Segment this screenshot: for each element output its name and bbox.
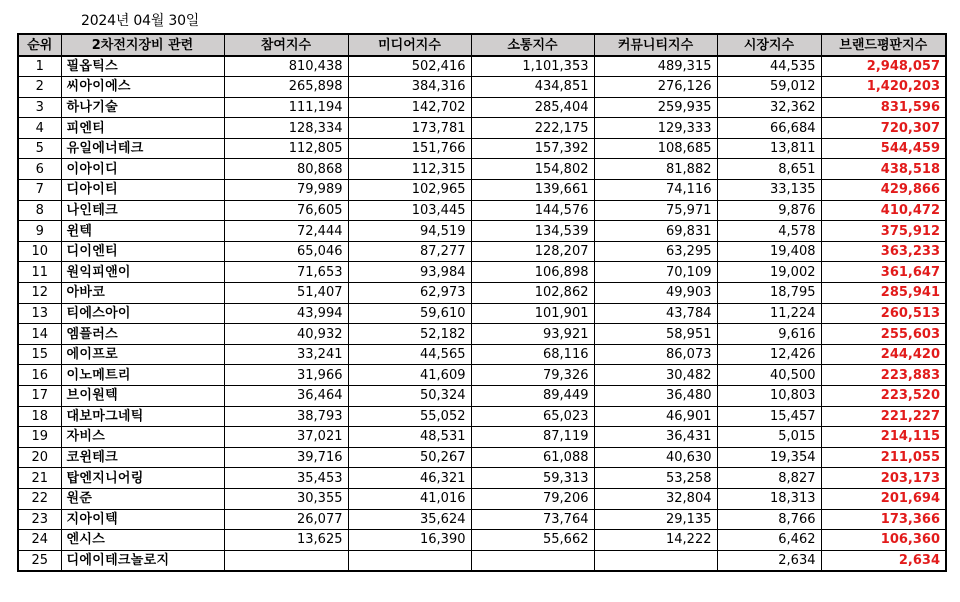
rank-cell: 17 <box>18 386 61 407</box>
media-index-cell: 94,519 <box>348 221 471 242</box>
participation-index-cell: 111,194 <box>224 97 348 118</box>
communication-index-cell: 89,449 <box>471 386 594 407</box>
rank-cell: 4 <box>18 118 61 139</box>
participation-index-cell: 36,464 <box>224 386 348 407</box>
community-index-cell: 30,482 <box>594 365 717 386</box>
media-index-cell: 16,390 <box>348 530 471 551</box>
media-index-cell: 173,781 <box>348 118 471 139</box>
participation-index-cell: 40,932 <box>224 324 348 345</box>
company-name-cell: 하나기술 <box>61 97 224 118</box>
market-index-cell: 11,224 <box>717 303 821 324</box>
community-index-cell: 69,831 <box>594 221 717 242</box>
communication-index-cell: 434,851 <box>471 77 594 98</box>
table-row <box>18 386 946 407</box>
company-name-cell: 에이프로 <box>61 344 224 365</box>
table-row <box>18 180 946 201</box>
media-index-cell: 50,267 <box>348 447 471 468</box>
media-index-cell: 59,610 <box>348 303 471 324</box>
brand-reputation-index-cell: 255,603 <box>821 324 946 345</box>
brand-reputation-index-cell: 831,596 <box>821 97 946 118</box>
header-media-index: 미디어지수 <box>348 34 471 56</box>
company-name-cell: 엔시스 <box>61 530 224 551</box>
media-index-cell: 62,973 <box>348 283 471 304</box>
market-index-cell: 44,535 <box>717 56 821 77</box>
market-index-cell: 8,651 <box>717 159 821 180</box>
communication-index-cell: 128,207 <box>471 241 594 262</box>
brand-reputation-index-cell: 363,233 <box>821 241 946 262</box>
rank-cell: 9 <box>18 221 61 242</box>
table-row <box>18 324 946 345</box>
market-index-cell: 19,002 <box>717 262 821 283</box>
header-participation-index: 참여지수 <box>224 34 348 56</box>
company-name-cell: 브이원텍 <box>61 386 224 407</box>
brand-reputation-index-cell: 214,115 <box>821 427 946 448</box>
rank-cell: 7 <box>18 180 61 201</box>
table-row <box>18 550 946 571</box>
rank-cell: 12 <box>18 283 61 304</box>
community-index-cell: 75,971 <box>594 200 717 221</box>
header-community-index: 커뮤니티지수 <box>594 34 717 56</box>
rank-cell: 18 <box>18 406 61 427</box>
rank-cell: 22 <box>18 488 61 509</box>
table-row <box>18 283 946 304</box>
communication-index-cell: 73,764 <box>471 509 594 530</box>
communication-index-cell: 134,539 <box>471 221 594 242</box>
brand-reputation-index-cell: 223,883 <box>821 365 946 386</box>
community-index-cell: 36,431 <box>594 427 717 448</box>
communication-index-cell: 59,313 <box>471 468 594 489</box>
table-row <box>18 530 946 551</box>
company-name-cell: 대보마그네틱 <box>61 406 224 427</box>
company-name-cell: 유일에너테크 <box>61 138 224 159</box>
market-index-cell: 18,795 <box>717 283 821 304</box>
company-name-cell: 필옵틱스 <box>61 56 224 77</box>
rank-cell: 23 <box>18 509 61 530</box>
table-row <box>18 427 946 448</box>
table-row <box>18 138 946 159</box>
table-row <box>18 468 946 489</box>
market-index-cell: 6,462 <box>717 530 821 551</box>
table-row <box>18 406 946 427</box>
media-index-cell: 102,965 <box>348 180 471 201</box>
media-index-cell: 35,624 <box>348 509 471 530</box>
community-index-cell <box>594 550 717 571</box>
community-index-cell: 32,804 <box>594 488 717 509</box>
participation-index-cell: 43,994 <box>224 303 348 324</box>
communication-index-cell: 87,119 <box>471 427 594 448</box>
communication-index-cell: 144,576 <box>471 200 594 221</box>
communication-index-cell: 106,898 <box>471 262 594 283</box>
community-index-cell: 43,784 <box>594 303 717 324</box>
rank-cell: 24 <box>18 530 61 551</box>
media-index-cell: 48,531 <box>348 427 471 448</box>
community-index-cell: 29,135 <box>594 509 717 530</box>
company-name-cell: 디아이티 <box>61 180 224 201</box>
rank-cell: 6 <box>18 159 61 180</box>
participation-index-cell: 33,241 <box>224 344 348 365</box>
table-row <box>18 200 946 221</box>
communication-index-cell <box>471 550 594 571</box>
market-index-cell: 59,012 <box>717 77 821 98</box>
market-index-cell: 13,811 <box>717 138 821 159</box>
brand-reputation-index-cell: 1,420,203 <box>821 77 946 98</box>
market-index-cell: 9,616 <box>717 324 821 345</box>
communication-index-cell: 79,206 <box>471 488 594 509</box>
company-name-cell: 씨아이에스 <box>61 77 224 98</box>
market-index-cell: 32,362 <box>717 97 821 118</box>
rank-cell: 15 <box>18 344 61 365</box>
community-index-cell: 74,116 <box>594 180 717 201</box>
media-index-cell: 151,766 <box>348 138 471 159</box>
communication-index-cell: 1,101,353 <box>471 56 594 77</box>
brand-reputation-index-cell: 720,307 <box>821 118 946 139</box>
media-index-cell: 142,702 <box>348 97 471 118</box>
media-index-cell: 52,182 <box>348 324 471 345</box>
participation-index-cell: 76,605 <box>224 200 348 221</box>
communication-index-cell: 154,802 <box>471 159 594 180</box>
brand-reputation-index-cell: 203,173 <box>821 468 946 489</box>
community-index-cell: 46,901 <box>594 406 717 427</box>
rank-cell: 8 <box>18 200 61 221</box>
participation-index-cell: 128,334 <box>224 118 348 139</box>
media-index-cell: 112,315 <box>348 159 471 180</box>
brand-reputation-index-cell: 260,513 <box>821 303 946 324</box>
rank-cell: 16 <box>18 365 61 386</box>
rank-cell: 3 <box>18 97 61 118</box>
participation-index-cell: 13,625 <box>224 530 348 551</box>
market-index-cell: 12,426 <box>717 344 821 365</box>
participation-index-cell <box>224 550 348 571</box>
media-index-cell: 87,277 <box>348 241 471 262</box>
rank-cell: 20 <box>18 447 61 468</box>
participation-index-cell: 35,453 <box>224 468 348 489</box>
community-index-cell: 14,222 <box>594 530 717 551</box>
market-index-cell: 2,634 <box>717 550 821 571</box>
communication-index-cell: 101,901 <box>471 303 594 324</box>
header-brand-reputation-index: 브랜드평판지수 <box>821 34 946 56</box>
market-index-cell: 4,578 <box>717 221 821 242</box>
company-name-cell: 아바코 <box>61 283 224 304</box>
media-index-cell: 46,321 <box>348 468 471 489</box>
rank-cell: 10 <box>18 241 61 262</box>
community-index-cell: 489,315 <box>594 56 717 77</box>
community-index-cell: 53,258 <box>594 468 717 489</box>
header-market-index: 시장지수 <box>717 34 821 56</box>
company-name-cell: 디에이테크놀로지 <box>61 550 224 571</box>
brand-reputation-index-cell: 544,459 <box>821 138 946 159</box>
company-name-cell: 원익피앤이 <box>61 262 224 283</box>
company-name-cell: 윈텍 <box>61 221 224 242</box>
participation-index-cell: 265,898 <box>224 77 348 98</box>
market-index-cell: 19,408 <box>717 241 821 262</box>
media-index-cell: 384,316 <box>348 77 471 98</box>
brand-reputation-index-cell: 361,647 <box>821 262 946 283</box>
participation-index-cell: 38,793 <box>224 406 348 427</box>
header-company: 2차전지장비 관련 <box>61 34 224 56</box>
communication-index-cell: 285,404 <box>471 97 594 118</box>
market-index-cell: 5,015 <box>717 427 821 448</box>
brand-reputation-index-cell: 410,472 <box>821 200 946 221</box>
table-row <box>18 488 946 509</box>
participation-index-cell: 71,653 <box>224 262 348 283</box>
market-index-cell: 8,766 <box>717 509 821 530</box>
media-index-cell: 55,052 <box>348 406 471 427</box>
rank-cell: 25 <box>18 550 61 571</box>
participation-index-cell: 65,046 <box>224 241 348 262</box>
community-index-cell: 58,951 <box>594 324 717 345</box>
community-index-cell: 40,630 <box>594 447 717 468</box>
company-name-cell: 이노메트리 <box>61 365 224 386</box>
community-index-cell: 36,480 <box>594 386 717 407</box>
market-index-cell: 9,876 <box>717 200 821 221</box>
media-index-cell: 41,016 <box>348 488 471 509</box>
participation-index-cell: 37,021 <box>224 427 348 448</box>
market-index-cell: 19,354 <box>717 447 821 468</box>
community-index-cell: 129,333 <box>594 118 717 139</box>
participation-index-cell: 26,077 <box>224 509 348 530</box>
participation-index-cell: 39,716 <box>224 447 348 468</box>
company-name-cell: 자비스 <box>61 427 224 448</box>
brand-reputation-table <box>17 33 947 572</box>
brand-reputation-index-cell: 211,055 <box>821 447 946 468</box>
communication-index-cell: 222,175 <box>471 118 594 139</box>
brand-reputation-index-cell: 173,366 <box>821 509 946 530</box>
communication-index-cell: 65,023 <box>471 406 594 427</box>
rank-cell: 5 <box>18 138 61 159</box>
market-index-cell: 33,135 <box>717 180 821 201</box>
rank-cell: 11 <box>18 262 61 283</box>
brand-reputation-index-cell: 221,227 <box>821 406 946 427</box>
media-index-cell: 50,324 <box>348 386 471 407</box>
company-name-cell: 나인테크 <box>61 200 224 221</box>
header-communication-index: 소통지수 <box>471 34 594 56</box>
table-row <box>18 97 946 118</box>
communication-index-cell: 139,661 <box>471 180 594 201</box>
brand-reputation-index-cell: 2,634 <box>821 550 946 571</box>
rank-cell: 1 <box>18 56 61 77</box>
company-name-cell: 이아이디 <box>61 159 224 180</box>
table-row <box>18 447 946 468</box>
community-index-cell: 108,685 <box>594 138 717 159</box>
table-row <box>18 77 946 98</box>
rank-cell: 2 <box>18 77 61 98</box>
participation-index-cell: 112,805 <box>224 138 348 159</box>
rank-cell: 19 <box>18 427 61 448</box>
community-index-cell: 63,295 <box>594 241 717 262</box>
company-name-cell: 탑엔지니어링 <box>61 468 224 489</box>
brand-reputation-index-cell: 2,948,057 <box>821 56 946 77</box>
participation-index-cell: 72,444 <box>224 221 348 242</box>
participation-index-cell: 51,407 <box>224 283 348 304</box>
brand-reputation-index-cell: 223,520 <box>821 386 946 407</box>
table-row <box>18 56 946 77</box>
brand-reputation-index-cell: 106,360 <box>821 530 946 551</box>
market-index-cell: 8,827 <box>717 468 821 489</box>
company-name-cell: 코윈테크 <box>61 447 224 468</box>
community-index-cell: 70,109 <box>594 262 717 283</box>
table-row <box>18 159 946 180</box>
rank-cell: 13 <box>18 303 61 324</box>
communication-index-cell: 157,392 <box>471 138 594 159</box>
communication-index-cell: 55,662 <box>471 530 594 551</box>
market-index-cell: 40,500 <box>717 365 821 386</box>
brand-reputation-index-cell: 244,420 <box>821 344 946 365</box>
community-index-cell: 259,935 <box>594 97 717 118</box>
table-row <box>18 118 946 139</box>
table-row <box>18 509 946 530</box>
rank-cell: 21 <box>18 468 61 489</box>
communication-index-cell: 93,921 <box>471 324 594 345</box>
communication-index-cell: 79,326 <box>471 365 594 386</box>
media-index-cell <box>348 550 471 571</box>
market-index-cell: 18,313 <box>717 488 821 509</box>
community-index-cell: 49,903 <box>594 283 717 304</box>
table-row <box>18 262 946 283</box>
communication-index-cell: 102,862 <box>471 283 594 304</box>
media-index-cell: 41,609 <box>348 365 471 386</box>
table-row <box>18 303 946 324</box>
market-index-cell: 15,457 <box>717 406 821 427</box>
community-index-cell: 276,126 <box>594 77 717 98</box>
participation-index-cell: 810,438 <box>224 56 348 77</box>
market-index-cell: 66,684 <box>717 118 821 139</box>
table-row <box>18 365 946 386</box>
participation-index-cell: 31,966 <box>224 365 348 386</box>
market-index-cell: 10,803 <box>717 386 821 407</box>
table-row <box>18 344 946 365</box>
table-row <box>18 221 946 242</box>
company-name-cell: 엠플러스 <box>61 324 224 345</box>
media-index-cell: 103,445 <box>348 200 471 221</box>
participation-index-cell: 80,868 <box>224 159 348 180</box>
media-index-cell: 44,565 <box>348 344 471 365</box>
table-row <box>18 241 946 262</box>
company-name-cell: 디이엔티 <box>61 241 224 262</box>
communication-index-cell: 68,116 <box>471 344 594 365</box>
participation-index-cell: 30,355 <box>224 488 348 509</box>
company-name-cell: 지아이텍 <box>61 509 224 530</box>
header-rank: 순위 <box>18 34 61 56</box>
participation-index-cell: 79,989 <box>224 180 348 201</box>
brand-reputation-index-cell: 375,912 <box>821 221 946 242</box>
community-index-cell: 86,073 <box>594 344 717 365</box>
table-header-row <box>18 34 946 56</box>
company-name-cell: 티에스아이 <box>61 303 224 324</box>
report-date: 2024년 04월 30일 <box>81 13 200 29</box>
brand-reputation-index-cell: 429,866 <box>821 180 946 201</box>
company-name-cell: 원준 <box>61 488 224 509</box>
communication-index-cell: 61,088 <box>471 447 594 468</box>
media-index-cell: 502,416 <box>348 56 471 77</box>
brand-reputation-index-cell: 285,941 <box>821 283 946 304</box>
media-index-cell: 93,984 <box>348 262 471 283</box>
table-body <box>18 56 946 571</box>
rank-cell: 14 <box>18 324 61 345</box>
brand-reputation-index-cell: 201,694 <box>821 488 946 509</box>
brand-reputation-index-cell: 438,518 <box>821 159 946 180</box>
community-index-cell: 81,882 <box>594 159 717 180</box>
company-name-cell: 피엔티 <box>61 118 224 139</box>
